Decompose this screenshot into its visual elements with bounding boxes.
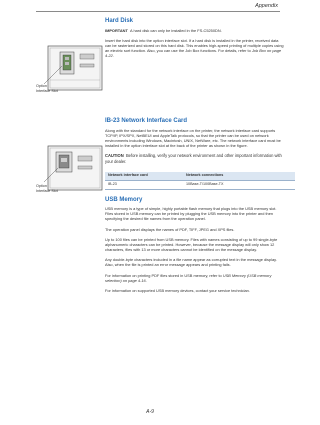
- network-card-figure-caption: [36, 184, 58, 193]
- hard-disk-body-end: .: [112, 53, 114, 59]
- job-box-reference: Job Box on page 4-22: [105, 47, 282, 59]
- caution-text: Before installing, verify your network environment and other important information with your dealer.: [105, 153, 282, 164]
- usb-memory-paragraph-6: For information on supported USB memory devices, contact your service technician.: [105, 287, 250, 293]
- page-header: [0, 0, 300, 12]
- table-header-card: Network interface card: [105, 172, 183, 181]
- table-header-connections: Network connections: [183, 172, 295, 181]
- page-content: [105, 18, 285, 293]
- table-cell-card: IB-23: [105, 180, 183, 189]
- usb-memory-paragraph-4: Any double-byte characters included in a file name appear as corrupted text in the message display. Also, when the file is printed an error message appears and printing fails.: [105, 257, 277, 268]
- usb-memory-paragraph-2: The operation panel displays the names of PDF, TIFF, JPEG and XPS files.: [105, 226, 235, 232]
- hard-disk-caption-text: Option Interface Slot: [36, 84, 58, 93]
- header-rule: [36, 11, 280, 12]
- table-cell-connections: 10Base-T/100Base-TX: [183, 180, 295, 189]
- usb-memory-paragraph-3: Up to 100 files can be printed from USB memory. Files with names consisting of up to 99 single-byte alphanumeric characters can be printed. However, because the message display will only show 12 characters, files with 13 or more characters cannot be identified on the message display.: [105, 236, 278, 253]
- ib23-heading: IB-23 Network Interface Card: [105, 118, 188, 125]
- caution-label: CAUTION: [105, 153, 124, 159]
- ib23-caution-note: [105, 153, 285, 164]
- usb-memory-paragraph-5: [105, 273, 285, 283]
- hard-disk-body-text: Insert the hard disk into the option interface slot. If a hard disk is installed in the printer, received data can be rasterized and stored on this hard disk. This enables high-speed printing of multiple copies using an electric sort function. Also, you can use the Job Box functions. For details, refer to: [105, 37, 284, 53]
- network-card-table: [105, 172, 295, 190]
- network-card-caption-text: Option Interface Slot: [36, 184, 58, 193]
- usb-memory-reference: USB Memory (USB memory selection) on page 4-16: [105, 272, 272, 283]
- network-card-figure: [34, 144, 104, 194]
- usb-memory-paragraph-1: USB memory is a type of simple, highly portable flash memory that plugs into the USB memory slot. Files stored in USB memory can be printed by plugging the USB memory into the printer and then specifying the desired file names from the operation panel.: [105, 206, 277, 222]
- important-text: A hard disk can only be installed in the FS-C5250DN.: [130, 27, 222, 33]
- ib23-body: Along with the standard for the network interface on the printer, the network interface card supports TCP/IP, IPX/SPX, NetBEUI and AppleTalk protocols, so that the printer can be used on network environments including Windows, Macintosh, UNIX, NetWare, etc. The network interface card must be installed in the option interface slot at the back of the printer as shown in the figure.: [105, 127, 281, 149]
- hard-disk-figure-caption: [36, 84, 58, 93]
- usb-memory-p5-text: For information on printing PDF files stored in USB memory, refer to: [105, 272, 223, 278]
- important-label: IMPORTANT: [105, 27, 128, 33]
- hard-disk-heading: Hard Disk: [105, 18, 134, 24]
- hard-disk-figure: [34, 44, 104, 94]
- table-header-row: [105, 172, 295, 181]
- page-footer: [0, 409, 300, 415]
- hard-disk-body: [105, 38, 285, 59]
- table-row: [105, 180, 295, 189]
- header-title: Appendix: [255, 3, 278, 9]
- page-number: A-9: [146, 409, 154, 415]
- usb-memory-heading: USB Memory: [105, 196, 143, 203]
- usb-memory-p5-end: .: [145, 277, 147, 283]
